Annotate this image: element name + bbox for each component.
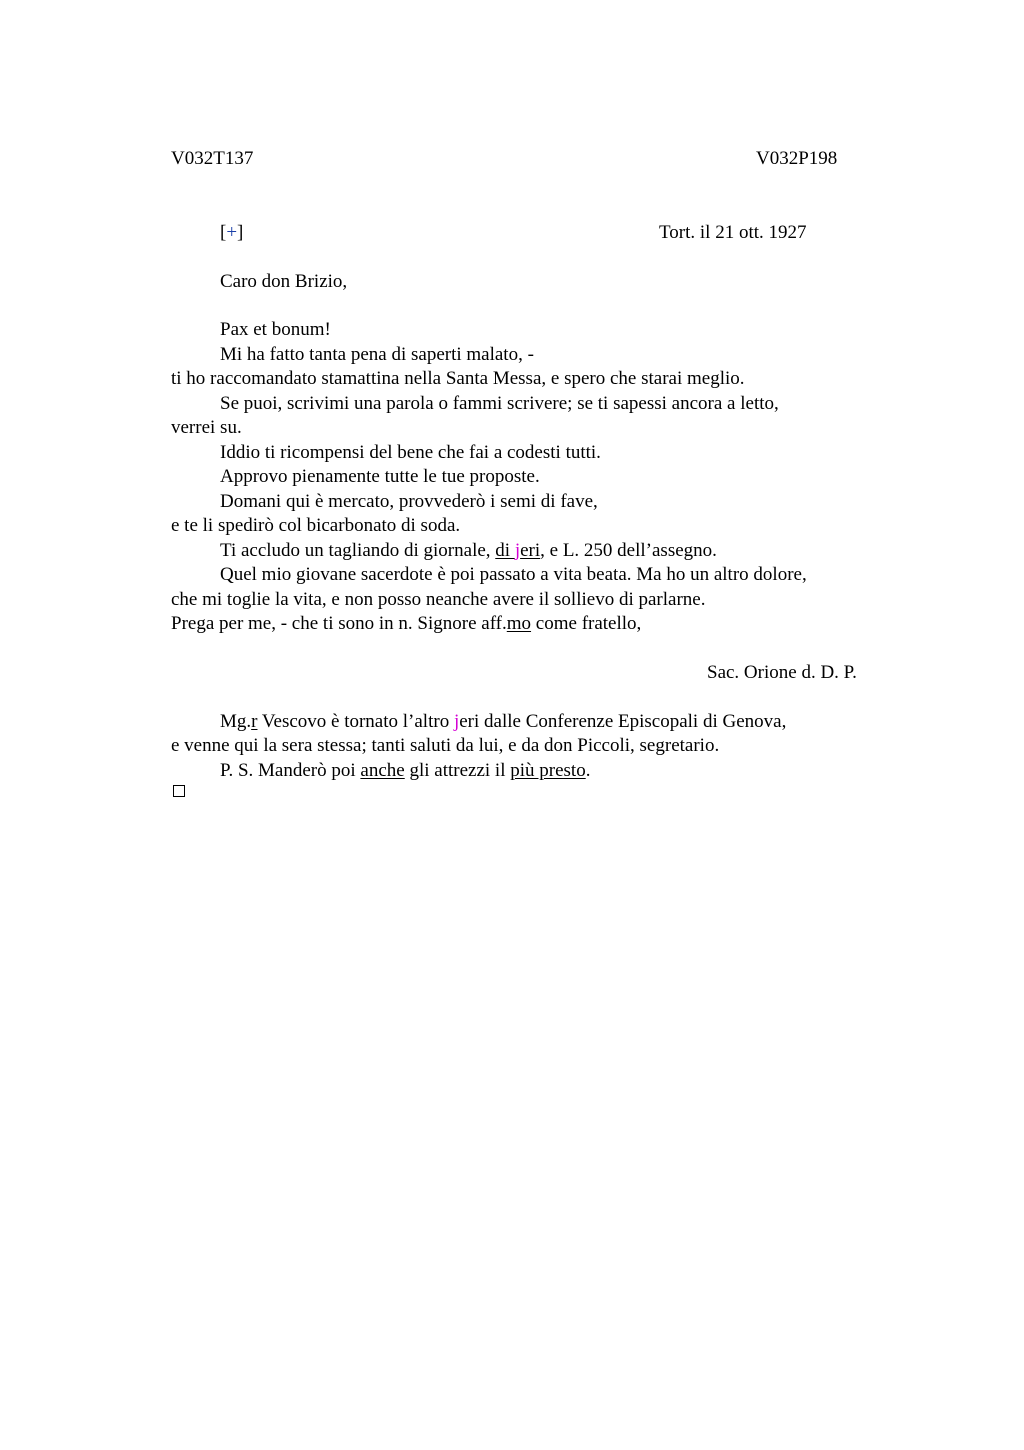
letter-line: che mi toglie la vita, e non posso neanche avere il sollievo di parlarne. bbox=[171, 589, 706, 610]
underlined-word: più presto bbox=[510, 760, 586, 781]
letter-line: Iddio ti ricompensi del bene che fai a codesti tutti. bbox=[220, 442, 601, 463]
letter-line-accludo bbox=[220, 541, 717, 560]
letter-line: verrei su. bbox=[171, 417, 242, 438]
text-segment: Prega per me, - che ti sono in n. Signore aff. bbox=[171, 613, 507, 634]
letter-line: e venne qui la sera stessa; tanti saluti da lui, e da don Piccoli, segretario. bbox=[171, 735, 720, 756]
cross-mark bbox=[220, 223, 243, 242]
abbrev-superscript: mo bbox=[506, 613, 532, 634]
highlighted-letter: j bbox=[514, 540, 521, 561]
text-segment: Ti accludo un tagliando di giornale, bbox=[220, 540, 496, 561]
underlined-word: anche bbox=[360, 760, 405, 781]
abbrev-superscript: r bbox=[251, 711, 258, 732]
letter-line-mgr bbox=[220, 712, 786, 731]
text-segment: eri bbox=[520, 540, 541, 561]
letter-line: Quel mio giovane sacerdote è poi passato a vita beata. Ma ho un altro dolore, bbox=[220, 564, 807, 585]
greeting: Pax et bonum! bbox=[220, 319, 331, 340]
letter-line: Approvo pienamente tutte le tue proposte. bbox=[220, 466, 540, 487]
letter-line-prega bbox=[171, 614, 641, 633]
text-segment: eri dalle Conferenze Episcopali di Genova, bbox=[459, 711, 787, 732]
dateline: Tort. il 21 ott. 1927 bbox=[659, 222, 807, 243]
cross-icon: + bbox=[226, 222, 238, 243]
cross-close: ] bbox=[237, 222, 244, 243]
letter-line: Se puoi, scrivimi una parola o fammi scrivere; se ti sapessi ancora a letto, bbox=[220, 393, 779, 414]
text-segment: di bbox=[495, 540, 515, 561]
salutation: Caro don Brizio, bbox=[220, 271, 348, 292]
postscript-line bbox=[220, 761, 590, 780]
header-right-code: V032P198 bbox=[756, 148, 838, 169]
signature: Sac. Orione d. D. P. bbox=[707, 662, 857, 683]
header-left-code: V032T137 bbox=[171, 148, 254, 169]
underlined-di-jeri bbox=[495, 540, 540, 561]
highlighted-letter: j bbox=[453, 711, 460, 732]
text-segment: P. S. Manderò poi bbox=[220, 760, 361, 781]
letter-line: Domani qui è mercato, provvederò i semi di fave, bbox=[220, 491, 598, 512]
end-square-icon bbox=[173, 785, 185, 797]
letter-line: e te li spedirò col bicarbonato di soda. bbox=[171, 515, 461, 536]
cross-open: [ bbox=[220, 222, 227, 243]
text-segment: Vescovo è tornato l’altro bbox=[257, 711, 454, 732]
text-segment: gli attrezzi il bbox=[404, 760, 511, 781]
letter-line: Mi ha fatto tanta pena di saperti malato, - bbox=[220, 344, 534, 365]
letter-line: ti ho raccomandato stamattina nella Santa Messa, e spero che starai meglio. bbox=[171, 368, 745, 389]
text-segment: Mg. bbox=[220, 711, 252, 732]
text-segment: come fratello, bbox=[531, 613, 642, 634]
text-segment: . bbox=[585, 760, 591, 781]
text-segment: , e L. 250 dell’assegno. bbox=[540, 540, 717, 561]
